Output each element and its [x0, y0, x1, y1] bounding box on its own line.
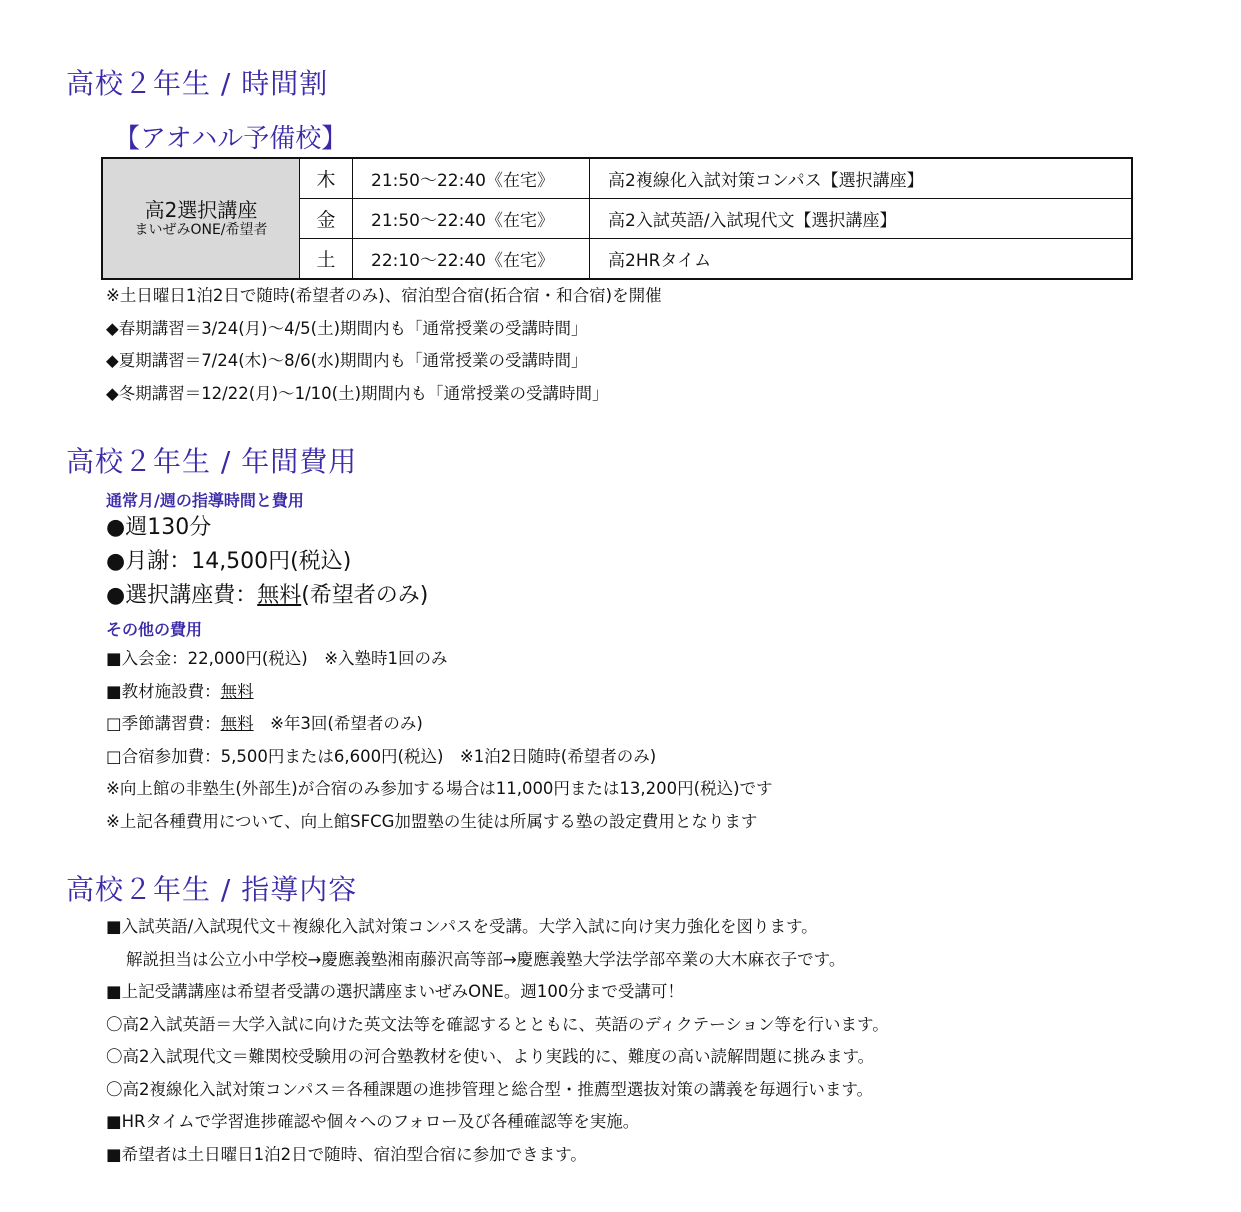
- note-line: ◆夏期講習＝7/24(木)〜8/6(水)期間内も「通常授業の受講時間」: [106, 351, 588, 370]
- course-group-sub: まいぜみONE/希望者: [134, 221, 268, 238]
- content-line: ■HRタイムで学習進捗確認や個々へのフォロー及び各種確認等を実施。: [106, 1112, 640, 1131]
- monthly-fee: ●月謝：14,500円(税込): [106, 549, 352, 574]
- content-list: [106, 911, 889, 1171]
- time-cell: 21:50〜22:40《在宅》: [353, 199, 590, 239]
- fee-note: ※向上館の非塾生(外部生)が合宿のみ参加する場合は11,000円または13,200円(税込)です: [106, 779, 773, 798]
- day-cell: 木: [300, 158, 353, 199]
- content-line: ■上記受講講座は希望者受講の選択講座まいぜみONE。週100分まで受講可！: [106, 982, 684, 1001]
- elective-fee: ●選択講座費：無料(希望者のみ): [106, 583, 429, 608]
- note-line: ※土日曜日1泊2日で随時(希望者のみ)、宿泊型合宿(拓合宿・和合宿)を開催: [106, 286, 662, 305]
- timetable: [101, 157, 1133, 280]
- course-group-name: 高2選択講座: [144, 197, 258, 222]
- course-cell: 高2HRタイム: [590, 239, 1133, 280]
- timetable-notes: [106, 280, 662, 410]
- seasonal-fee: □季節講習費：無料 ※年3回(希望者のみ): [106, 714, 423, 733]
- content-line: 〇高2入試現代文＝難関校受験用の河合塾教材を使い、より実践的に、難度の高い読解問題に挑みます。: [106, 1047, 875, 1066]
- fees-title: 高校２年生 / 年間費用: [66, 445, 358, 478]
- school-name: 【アオハル予備校】: [114, 124, 348, 154]
- other-fees-heading: その他の費用: [106, 620, 203, 639]
- content-line: ■希望者は土日曜日1泊2日で随時、宿泊型合宿に参加できます。: [106, 1144, 587, 1164]
- table-row: [102, 158, 1132, 199]
- other-fees-list: [106, 643, 773, 838]
- regular-fees-heading: 通常月/週の指導時間と費用: [106, 491, 304, 510]
- day-cell: 金: [300, 199, 353, 239]
- content-title: 高校２年生 / 指導内容: [66, 873, 358, 906]
- content-line: 〇高2入試英語＝大学入試に向けた英文法等を確認するとともに、英語のディクテーション等を行います。: [106, 1014, 889, 1034]
- day-cell: 土: [300, 239, 353, 280]
- fee-note: ※上記各種費用について、向上館SFCG加盟塾の生徒は所属する塾の設定費用となります: [106, 811, 758, 831]
- weekly-time: ●週130分: [106, 515, 212, 540]
- content-line: 〇高2複線化入試対策コンパス＝各種課題の進捗管理と総合型・推薦型選抜対策の講義を毎週行います。: [106, 1079, 874, 1099]
- course-cell: 高2入試英語/入試現代文【選択講座】: [590, 199, 1133, 239]
- course-cell: 高2複線化入試対策コンパス【選択講座】: [590, 158, 1133, 199]
- content-line: ■入試英語/入試現代文＋複線化入試対策コンパスを受講。大学入試に向け実力強化を図ります。: [106, 917, 818, 936]
- timetable-title: 高校２年生 / 時間割: [66, 67, 329, 100]
- content-line: 解説担当は公立小中学校→慶應義塾湘南藤沢高等部→慶應義塾大学法学部卒業の大木麻衣子です。: [126, 949, 846, 969]
- regular-fees-list: [106, 511, 428, 613]
- note-line: ◆冬期講習＝12/22(月)〜1/10(土)期間内も「通常授業の受講時間」: [106, 383, 609, 403]
- time-cell: 21:50〜22:40《在宅》: [353, 158, 590, 199]
- camp-fee: □合宿参加費：5,500円または6,600円(税込) ※1泊2日随時(希望者のみ): [106, 746, 657, 766]
- materials-fee: ■教材施設費：無料: [106, 681, 254, 701]
- enrollment-fee: ■入会金：22,000円(税込) ※入塾時1回のみ: [106, 649, 448, 668]
- time-cell: 22:10〜22:40《在宅》: [353, 239, 590, 280]
- course-group-cell: [102, 158, 300, 279]
- note-line: ◆春期講習＝3/24(月)〜4/5(土)期間内も「通常授業の受講時間」: [106, 318, 588, 338]
